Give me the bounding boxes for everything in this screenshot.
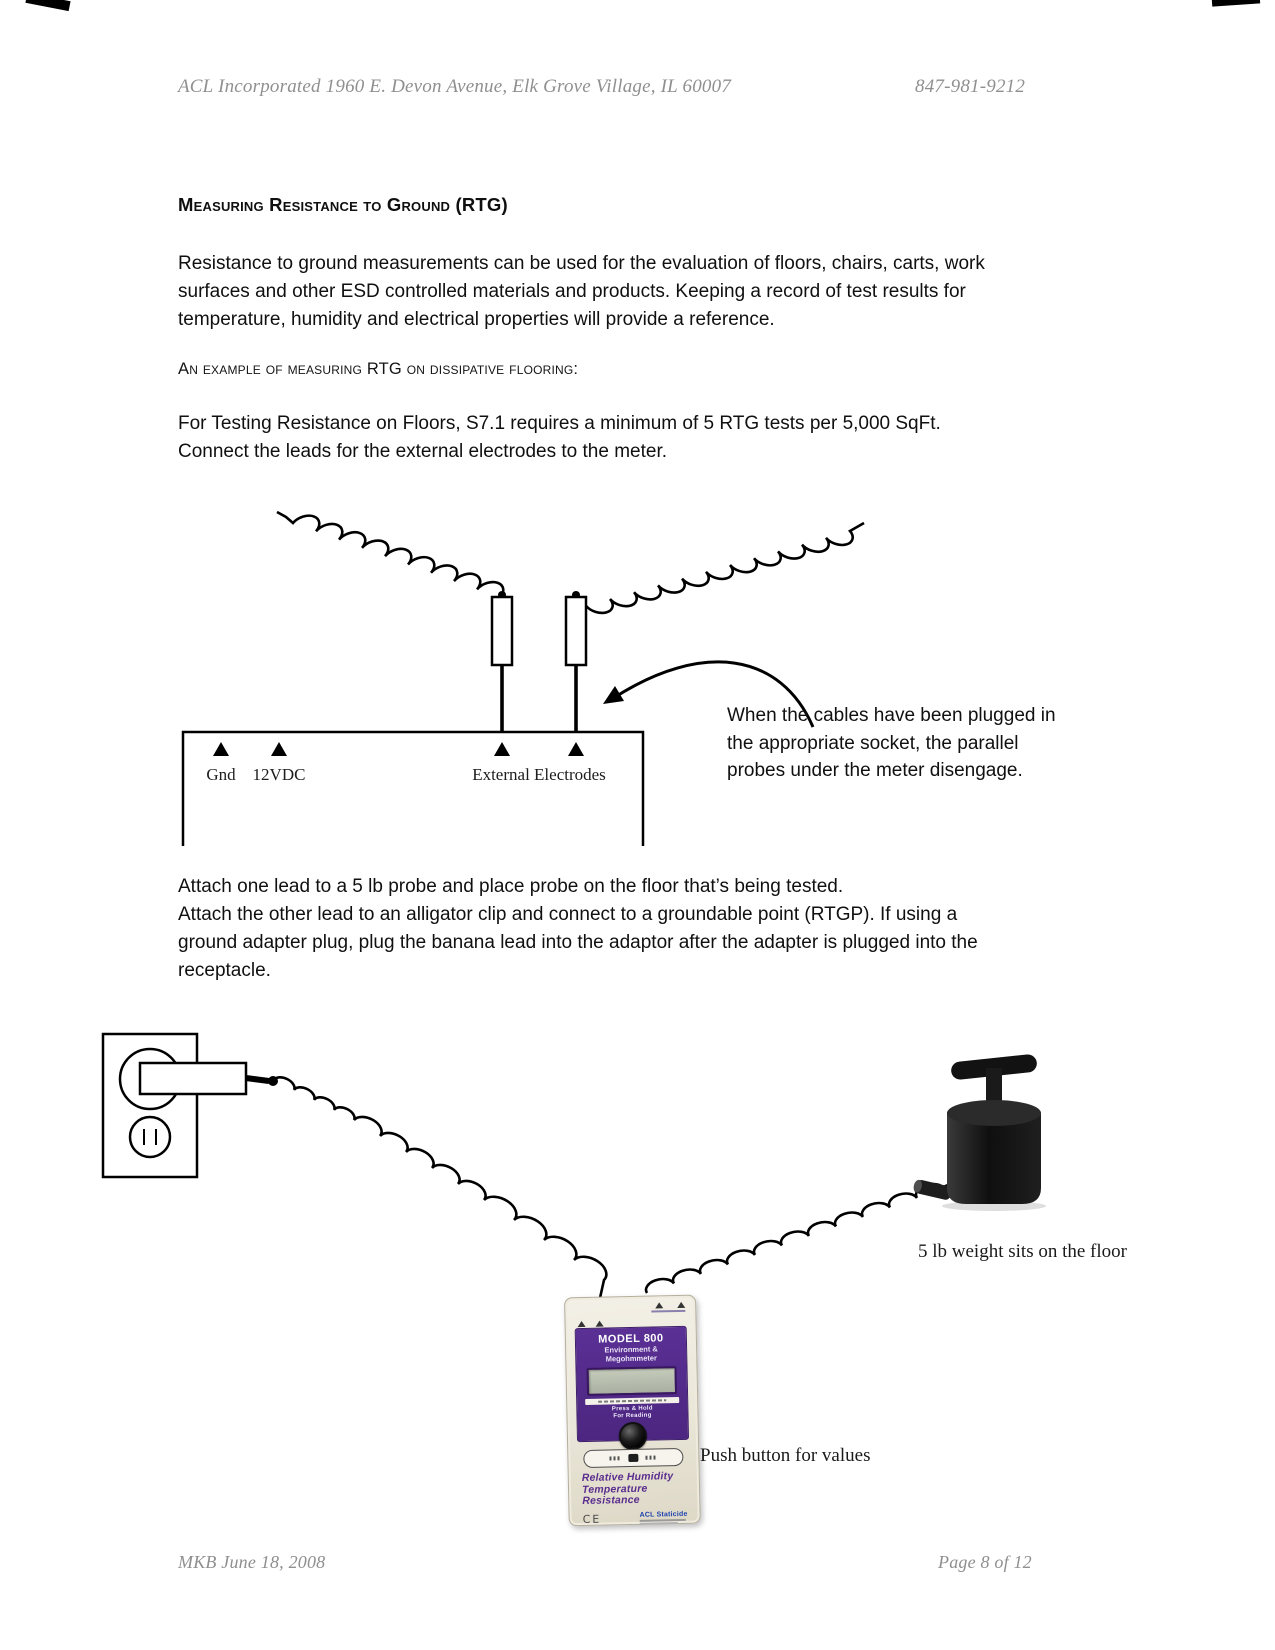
triangle-marker-icon bbox=[595, 1304, 603, 1327]
meter-range-pill bbox=[583, 1448, 683, 1468]
acl-staticide-logo bbox=[640, 1510, 688, 1524]
ce-mark: CE bbox=[582, 1512, 602, 1526]
range-glyph bbox=[645, 1455, 657, 1459]
press-label-line: Press & Hold bbox=[611, 1405, 653, 1413]
weight-lead-dot bbox=[942, 1184, 954, 1196]
note-line: probes under the meter disengage. bbox=[727, 760, 1023, 781]
meter-top-markers-left bbox=[577, 1304, 603, 1329]
meter-top-sockets bbox=[565, 1296, 696, 1329]
header-address: ACL Incorporated 1960 E. Devon Avenue, Elk Grove Village, IL 60007 bbox=[178, 76, 732, 97]
ground-adapter-plug bbox=[140, 1063, 246, 1094]
range-glyph bbox=[609, 1456, 621, 1460]
paragraph-line: Connect the leads for the external electrodes to the meter. bbox=[178, 441, 668, 462]
paragraph-line: ground adapter plug, plug the banana lead into the adaptor after the adapter is plugged into the bbox=[178, 932, 978, 953]
meter-bottom-row bbox=[583, 1510, 688, 1525]
socket-label-12vdc: 12VDC bbox=[252, 765, 306, 784]
press-label-line: For Reading bbox=[613, 1412, 652, 1420]
paragraph-line: Resistance to ground measurements can be used for the evaluation of floors, chairs, carts, work bbox=[178, 253, 985, 274]
paragraph-2 bbox=[178, 410, 941, 466]
paragraph-line: Attach the other lead to an alligator clip and connect to a groundable point (RTGP). If using a bbox=[178, 904, 958, 925]
paragraph-1 bbox=[178, 250, 985, 334]
triangle-marker-icon bbox=[577, 1304, 585, 1327]
five-lb-weight bbox=[912, 1054, 1046, 1211]
socket-triangle-ext2 bbox=[568, 742, 584, 756]
plug-tip-dot bbox=[498, 591, 506, 599]
paragraph-line: Attach one lead to a 5 lb probe and place probe on the floor that’s being tested. bbox=[178, 876, 844, 897]
meter-subtitle: Megohmmeter bbox=[605, 1353, 658, 1364]
socket-triangle-gnd bbox=[213, 742, 229, 756]
outlet-plate bbox=[103, 1034, 197, 1177]
meter-subtitle: Environment & bbox=[604, 1344, 658, 1355]
weight-lead bbox=[951, 1194, 963, 1201]
meter-purple-panel bbox=[575, 1326, 689, 1442]
scan-artifact-left bbox=[25, 0, 70, 11]
footer-author-date: MKB June 18, 2008 bbox=[178, 1552, 326, 1572]
scan-artifact-right bbox=[1212, 0, 1260, 7]
meter-model-label: MODEL 800 bbox=[598, 1332, 664, 1346]
outlet-socket-top bbox=[120, 1049, 180, 1109]
header-phone: 847-981-9212 bbox=[915, 76, 1026, 97]
banana-plug-left bbox=[492, 597, 512, 665]
socket-triangle-ext1 bbox=[494, 742, 510, 756]
note-line: the appropriate socket, the parallel bbox=[727, 732, 1019, 754]
outlet-socket-bottom bbox=[130, 1117, 170, 1157]
coiled-cable-right bbox=[578, 523, 864, 613]
pointer-arrowhead bbox=[603, 686, 624, 704]
socket-label-gnd: Gnd bbox=[206, 765, 236, 784]
meter-test-button[interactable] bbox=[619, 1422, 648, 1451]
meter-top-markers-right bbox=[651, 1302, 685, 1327]
coiled-cable-left bbox=[277, 512, 503, 598]
paragraph-3 bbox=[178, 873, 978, 985]
coiled-lead-meter-to-weight bbox=[646, 1184, 944, 1293]
banana-plug-right bbox=[566, 597, 586, 665]
paragraph-line: receptacle. bbox=[178, 960, 271, 981]
note-line: When the cables have been plugged in bbox=[727, 705, 1056, 726]
diagram-meter-sockets bbox=[183, 512, 864, 846]
weight-spout-cap bbox=[912, 1179, 923, 1193]
weight-caption: 5 lb weight sits on the floor bbox=[918, 1241, 1127, 1262]
weight-shadow bbox=[942, 1201, 1046, 1211]
triangle-marker-icon bbox=[677, 1302, 685, 1308]
weight-lid bbox=[947, 1100, 1041, 1126]
brand-name: ACL Staticide bbox=[639, 1510, 688, 1519]
socket-label-external: External Electrodes bbox=[472, 765, 606, 784]
socket-triangle-12vdc bbox=[271, 742, 287, 756]
weight-handle-stem bbox=[986, 1068, 1002, 1116]
triangle-marker-icon bbox=[655, 1302, 663, 1308]
weight-handle-bar bbox=[950, 1054, 1037, 1081]
feature-line: Relative Humidity bbox=[581, 1470, 674, 1485]
brand-line bbox=[640, 1522, 678, 1525]
meter-lcd-display bbox=[586, 1366, 677, 1396]
paragraph-line: For Testing Resistance on Floors, S7.1 requires a minimum of 5 RTG tests per 5,000 SqFt. bbox=[178, 413, 941, 434]
section-heading: Measuring Resistance to Ground (RTG) bbox=[178, 194, 508, 215]
meter-press-label bbox=[577, 1405, 687, 1421]
micro-label bbox=[651, 1310, 685, 1313]
diagram-note bbox=[727, 702, 1056, 785]
diagram-rtg-setup bbox=[103, 1034, 1046, 1298]
sub-heading: An example of measuring RTG on dissipative flooring: bbox=[178, 360, 579, 378]
model-800-meter bbox=[564, 1295, 701, 1527]
button-caption: Push button for values bbox=[700, 1445, 871, 1466]
weight-body bbox=[947, 1113, 1041, 1204]
meter-panel-outline bbox=[183, 732, 643, 846]
feature-line: Temperature bbox=[581, 1482, 648, 1496]
meter-info-strip bbox=[585, 1397, 679, 1405]
adapter-lead-dot bbox=[268, 1076, 278, 1086]
plug-tip-dot bbox=[572, 591, 580, 599]
feature-line: Resistance bbox=[582, 1493, 640, 1508]
paragraph-line: surfaces and other ESD controlled materials and products. Keeping a record of test results for bbox=[178, 281, 966, 302]
paragraph-line: temperature, humidity and electrical properties will provide a reference. bbox=[178, 309, 775, 330]
meter-features bbox=[582, 1471, 700, 1508]
weight-spout bbox=[914, 1179, 952, 1201]
adapter-lead bbox=[246, 1078, 269, 1081]
coiled-lead-outlet-to-meter bbox=[274, 1077, 606, 1298]
range-glyph bbox=[628, 1454, 638, 1462]
footer-page-number: Page 8 of 12 bbox=[938, 1552, 1032, 1572]
